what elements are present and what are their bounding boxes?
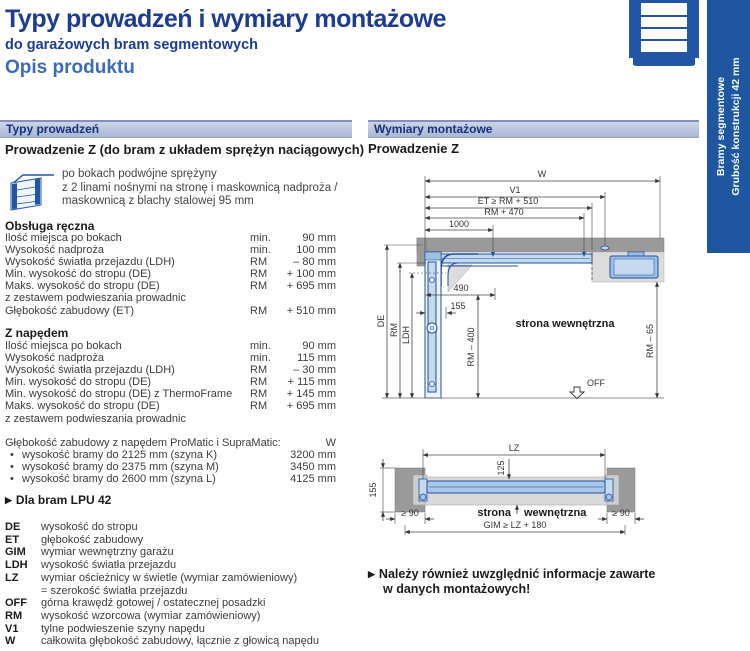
side-tab-line1: Bramy segmentowe — [715, 76, 728, 177]
dim-ldh: LDH — [401, 325, 411, 345]
triangle-bullet-icon: ▶ — [368, 569, 375, 579]
dim-rm65: RM – 65 — [645, 323, 655, 359]
triangle-bullet-icon: ▶ — [5, 495, 12, 505]
off-label: OFF — [587, 378, 605, 388]
dim-1000: 1000 — [448, 219, 470, 229]
desc-line: z 2 linami nośnymi na stronę i maskownicą nadproża / — [62, 181, 338, 194]
list-item: • wysokość bramy do 2600 mm (szyna L) 4125 mm — [5, 473, 336, 485]
table-row: Wysokość światła przejazdu (LDH) RM – 80 mm — [5, 256, 336, 269]
dim-125: 125 — [496, 460, 506, 476]
dim-lz: LZ — [508, 443, 520, 453]
dim-ge90-left: ≥ 90 — [401, 508, 419, 518]
page-subtitle: do garażowych bram segmentowych — [5, 37, 259, 53]
bullet: • — [10, 461, 14, 474]
powered-heading: Z napędem — [5, 326, 69, 340]
legend-row: GIM wymiar wewnętrzny garażu — [5, 546, 174, 559]
legend-row: = szerokość światła przejazdu — [41, 584, 188, 597]
page-title: Typy prowadzeń i wymiary montażowe — [5, 5, 446, 33]
dim-155: 155 — [450, 301, 466, 311]
off-floor-arrow-icon — [570, 387, 584, 399]
table-row: z zestawem podwieszania prowadnic — [5, 292, 186, 305]
depth-heading-row: Głębokość zabudowy z napędem ProMatic i SupraMatic: W — [5, 437, 336, 449]
section-heading: Opis produktu — [5, 57, 135, 78]
mounting-note — [368, 567, 655, 597]
legend-row: RM wysokość wzorcowa (wymiar zamówieniowy) — [5, 609, 261, 622]
list-item: • wysokość bramy do 2125 mm (szyna K) 3200 mm — [5, 449, 336, 461]
dim-gim: GIM ≥ LZ + 180 — [483, 520, 547, 530]
abbreviation-legend — [5, 521, 350, 648]
inner-side-label: strona wewnętrzna — [515, 318, 615, 330]
table-row: Wysokość nadproża min. 115 mm — [5, 352, 336, 365]
dim-rm: RM — [389, 323, 399, 337]
desc-line: maskownicą z blachy stalowej 95 mm — [62, 195, 254, 207]
inner-side-label-left: strona — [477, 507, 511, 519]
legend-row: OFF górna krawędź gotowej / ostatecznej posadzki — [5, 597, 266, 610]
dim-w: W — [537, 169, 547, 179]
note-line1: ▶ Należy również uwzględnić informacje zawarte — [368, 567, 656, 581]
inner-side-label-right: wewnętrzna — [524, 507, 587, 519]
desc-line: po bokach podwójne sprężyny — [62, 168, 217, 180]
dim-v1: V1 — [509, 185, 521, 195]
dim-ge90-right: ≥ 90 — [612, 508, 630, 518]
note-line2: w danych montażowych! — [383, 582, 531, 596]
dim-155-plan: 155 — [368, 482, 378, 498]
side-tab-label — [707, 0, 750, 253]
manual-operation-heading: Obsługa ręczna — [5, 219, 95, 233]
track-type-title: Prowadzenie Z (do bram z układem sprężyn naciągowych) — [5, 142, 365, 157]
track-type-description — [62, 168, 338, 209]
plan-view-drawing — [368, 435, 700, 545]
legend-row: W całkowita głębokość zabudowy, łącznie z głowicą napędu — [5, 635, 320, 648]
for-doors-heading: ▶ Dla bram LPU 42 — [5, 493, 112, 507]
legend-row: LDH wysokość światła przejazdu — [5, 559, 177, 572]
table-row: Min. wysokość do stropu (DE) RM + 115 mm — [5, 376, 336, 389]
table-row: Maks. wysokość do stropu (DE) RM + 695 mm — [5, 280, 336, 293]
right-section-bar: Wymiary montażowe — [368, 120, 699, 138]
table-row: Min. wysokość do stropu (DE) z ThermoFrame RM + 145 mm — [5, 388, 336, 401]
legend-row: ET głębokość zabudowy — [5, 533, 144, 546]
sectional-door-icon — [627, 0, 701, 75]
side-tab-line2: Grubość konstrukcji 42 mm — [729, 57, 742, 196]
table-row: Ilość miejsca po bokach min. 90 mm — [5, 340, 336, 352]
dim-490: 490 — [453, 283, 469, 293]
manual-operation-table — [5, 232, 336, 317]
table-row: Maks. wysokość do stropu (DE) RM + 695 mm — [5, 400, 336, 413]
dim-de: DE — [376, 314, 386, 328]
legend-row: LZ wymiar ościeżnicy w świetle (wymiar zamówieniowy) — [5, 571, 298, 584]
table-row: Ilość miejsca po bokach min. 90 mm — [5, 232, 336, 244]
depth-section — [5, 437, 336, 485]
door-panel-icon — [8, 169, 56, 218]
list-item: • wysokość bramy do 2375 mm (szyna M) 3450 mm — [5, 461, 336, 473]
table-row: Wysokość światła przejazdu (LDH) RM – 30 mm — [5, 364, 336, 377]
table-row: z zestawem podwieszania prowadnic — [5, 412, 186, 425]
drawing-title: Prowadzenie Z — [368, 141, 460, 156]
bullet: • — [10, 473, 14, 486]
bullet: • — [10, 449, 14, 462]
table-row: Głębokość zabudowy (ET) RM + 510 mm — [5, 304, 336, 317]
table-row: Wysokość nadproża min. 100 mm — [5, 244, 336, 257]
legend-row: V1 tylne podwieszenie szyny napędu — [5, 622, 205, 635]
legend-row: DE wysokość do stropu — [5, 521, 138, 533]
dim-rm400: RM – 400 — [466, 327, 476, 367]
dim-et: ET ≥ RM + 510 — [477, 196, 539, 206]
left-section-bar: Typy prowadzeń — [0, 120, 352, 138]
dim-rm470: RM + 470 — [484, 207, 524, 217]
side-view-drawing — [368, 158, 700, 435]
powered-table — [5, 340, 336, 425]
table-row: Min. wysokość do stropu (DE) RM + 100 mm — [5, 268, 336, 281]
